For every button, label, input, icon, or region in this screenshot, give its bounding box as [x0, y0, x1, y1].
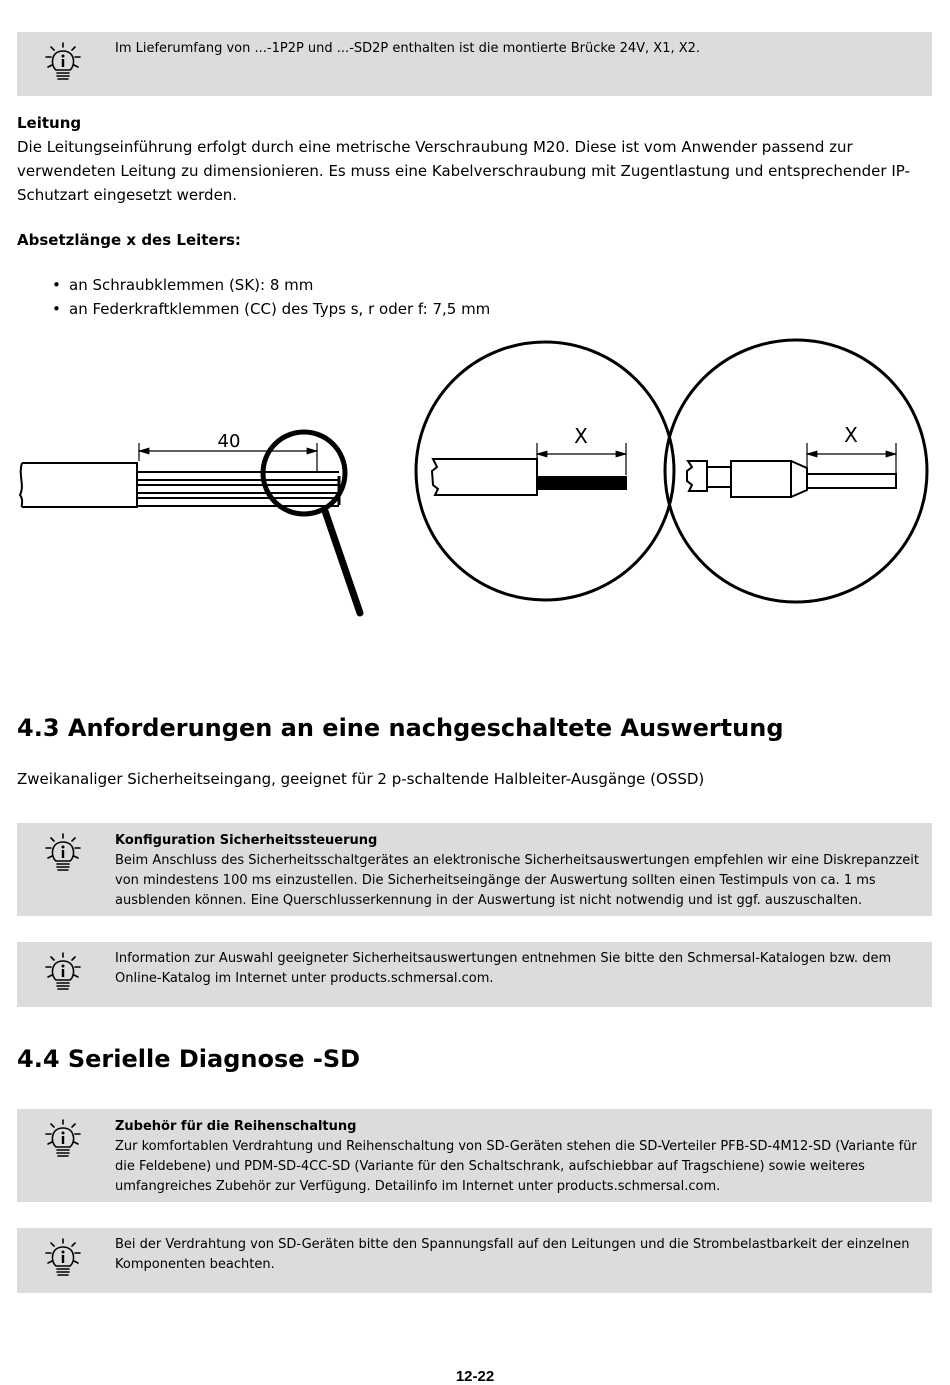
lightbulb-info-icon [43, 1119, 83, 1159]
page-number: 12-22 [455, 1368, 495, 1385]
info-note [17, 1109, 932, 1202]
note-text: Bei der Verdrahtung von SD-Geräten bitte den Spannungsfall auf den Leitungen und die Strombelastbarkeit der einzelnen Komponenten beachten. [115, 1237, 910, 1272]
section-text: Zweikanaliger Sicherheitseingang, geeignet für 2 p-schaltende Halbleiter-Ausgänge (OSSD) [17, 770, 705, 788]
info-note [17, 32, 932, 96]
dimension-40-label: 40 [217, 431, 241, 452]
dimension-x-label: X [844, 423, 858, 447]
absetz-list [52, 273, 490, 321]
absetz-heading: Absetzlänge x des Leiters: [17, 231, 241, 249]
detail-circle-left [416, 342, 674, 600]
list-item: • an Schraubklemmen (SK): 8 mm [52, 273, 490, 297]
note-text: Zur komfortablen Verdrahtung und Reihenschaltung von SD-Geräten stehen die SD-Verteiler PFB-SD-4M12-SD (Variante für die Feldebene) und PDM-SD-4CC-SD (Variante für den Schaltschrank, aufschiebbar auf Tragschiene) sowie weiteres umfangreiches Zubehör zur Verfügung. Detailinfo im Internet unter products.schmersal.com. [115, 1139, 917, 1194]
lightbulb-info-icon [43, 833, 83, 873]
info-note [17, 1228, 932, 1293]
magnifier-illustration [263, 432, 360, 613]
section-heading: 4.3 Anforderungen an eine nachgeschaltete Auswertung [17, 714, 784, 742]
detail-circle-right [665, 340, 927, 602]
note-title: Konfiguration Sicherheitssteuerung [115, 833, 378, 848]
leitung-text: Die Leitungseinführung erfolgt durch eine metrische Verschraubung M20. Diese ist vom Anwender passend zur verwendeten Leitung zu dimensionieren. Es muss eine Kabelverschraubung mit Zugentlastung und entsprechender IP-Schutzart eingesetzt werden. [17, 138, 910, 204]
info-note [17, 942, 932, 1007]
info-note [17, 823, 932, 916]
note-text: Beim Anschluss des Sicherheitsschaltgerätes an elektronische Sicherheitsauswertungen empfehlen wir eine Diskrepanzzeit von mindestens 100 ms einzustellen. Die Sicherheitseingänge der Auswertung sollten einen Testimpuls von ca. 1 ms ausblenden können. Eine Querschlusserkennung in der Auswertung ist nicht notwendig und ist ggf. auszuschalten. [115, 853, 919, 908]
note-text: Information zur Auswahl geeigneter Sicherheitsauswertungen entnehmen Sie bitte den Schmersal-Katalogen bzw. dem Online-Katalog im Internet unter products.schmersal.com. [115, 951, 892, 986]
note-text: Im Lieferumfang von ...-1P2P und ...-SD2P enthalten ist die montierte Brücke 24V, X1, X2. [115, 41, 701, 56]
list-item: • an Federkraftklemmen (CC) des Typs s, r oder f: 7,5 mm [52, 297, 490, 321]
section-heading: 4.4 Serielle Diagnose -SD [17, 1045, 361, 1073]
leitung-heading: Leitung [17, 114, 82, 132]
note-title: Zubehör für die Reihenschaltung [115, 1119, 357, 1134]
lightbulb-info-icon [43, 1238, 83, 1278]
cable-illustration [20, 443, 339, 507]
dimension-x-label: X [574, 424, 588, 448]
lightbulb-info-icon [43, 42, 83, 82]
cable-stripping-figure [17, 335, 932, 635]
lightbulb-info-icon [43, 952, 83, 992]
